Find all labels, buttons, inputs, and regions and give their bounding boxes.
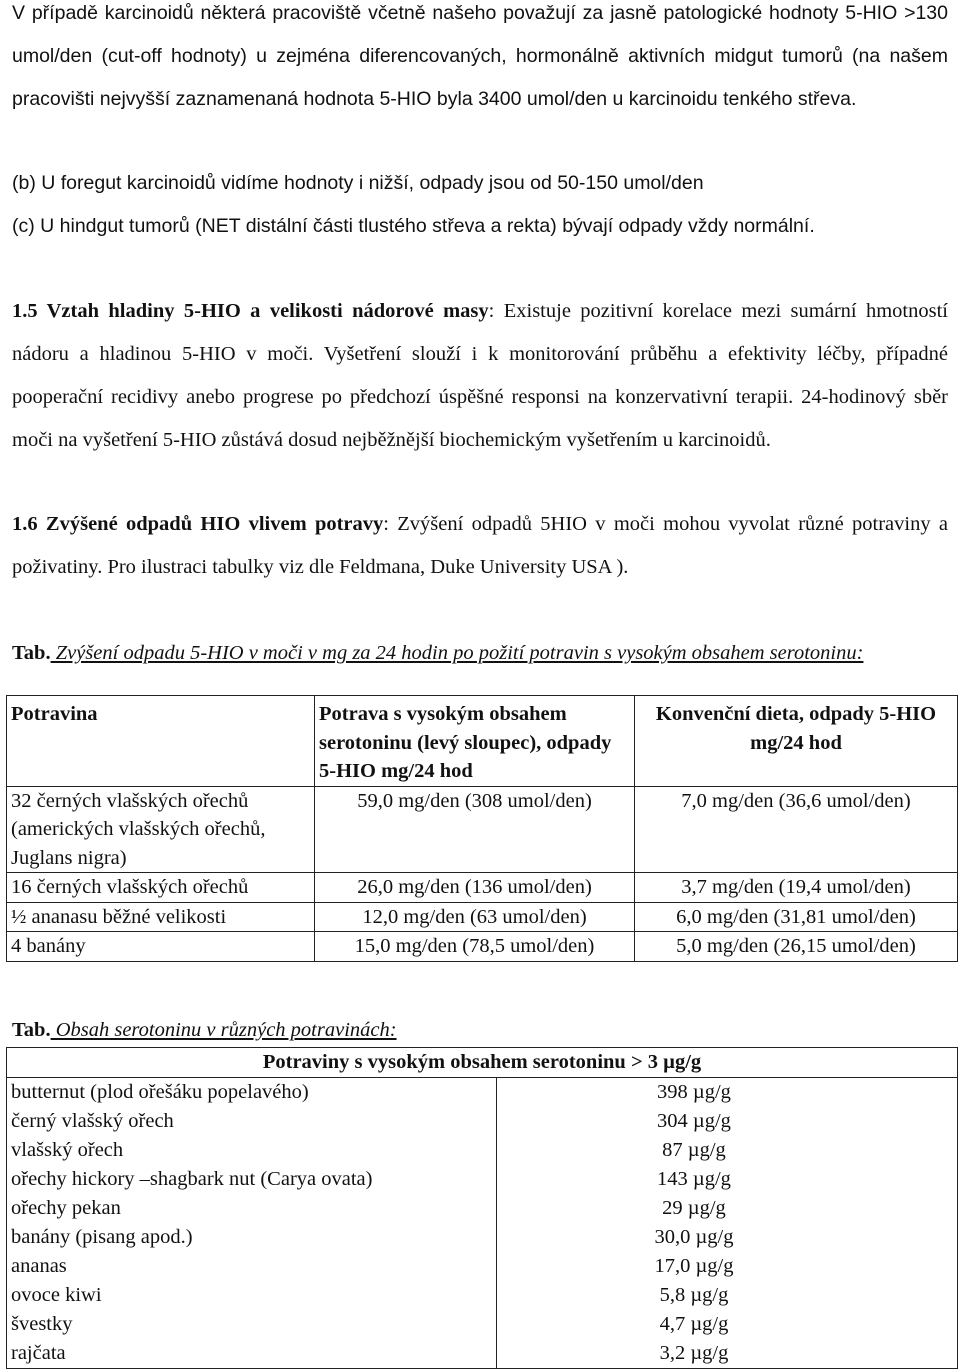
serotonin-value: 87 µg/g [497, 1136, 958, 1165]
section-1-5-heading: 1.5 Vztah hladiny 5-HIO a velikosti nádorové masy [12, 300, 489, 322]
table-cell: 15,0 mg/den (78,5 umol/den) [315, 932, 635, 962]
food-name: ovoce kiwi [7, 1281, 497, 1310]
serotonin-value: 4,7 µg/g [497, 1310, 958, 1339]
table1-caption-prefix: Tab. [12, 642, 51, 664]
table2-caption [12, 1016, 952, 1044]
table-cell: 6,0 mg/den (31,81 umol/den) [635, 902, 958, 932]
food-name: černý vlašský ořech [7, 1107, 497, 1136]
table-row [7, 1310, 958, 1339]
table-cell: 7,0 mg/den (36,6 umol/den) [635, 786, 958, 873]
table-row [7, 902, 958, 932]
table-header-cell: Potrava s vysokým obsahem serotoninu (levý sloupec), odpady 5-HIO mg/24 hod [315, 696, 635, 787]
table-cell: 12,0 mg/den (63 umol/den) [315, 902, 635, 932]
paragraph-foregut: (b) U foregut karcinoidů vidíme hodnoty i nižší, odpady jsou od 50-150 umol/den [12, 172, 704, 194]
table-cell: 16 černých vlašských ořechů [7, 873, 315, 903]
food-name: rajčata [7, 1339, 497, 1369]
table-cell: 26,0 mg/den (136 umol/den) [315, 873, 635, 903]
table-header-cell: Potraviny s vysokým obsahem serotoninu > 3 µg/g [7, 1048, 958, 1078]
food-name: butternut (plod ořešáku popelavého) [7, 1078, 497, 1108]
table-row [7, 1194, 958, 1223]
table-row [7, 1223, 958, 1252]
table-row [7, 932, 958, 962]
table-cell: 32 černých vlašských ořechů (amerických vlašských ořechů, Juglans nigra) [7, 786, 315, 873]
serotonin-value: 17,0 µg/g [497, 1252, 958, 1281]
section-1-6 [12, 503, 948, 589]
table-header-cell: Potravina [7, 696, 315, 787]
table-row [7, 1165, 958, 1194]
table-header-row [7, 1048, 958, 1078]
table-row [7, 873, 958, 903]
section-1-5 [12, 290, 948, 462]
table-cell: ½ ananasu běžné velikosti [7, 902, 315, 932]
food-name: ananas [7, 1252, 497, 1281]
section-1-6-text: : Zvýšení odpadů 5HIO v moči mohou vyvolat různé potraviny a poživatiny. Pro ilustraci tabulky viz dle Feldmana, Duke University USA ). [12, 513, 948, 578]
serotonin-value: 5,8 µg/g [497, 1281, 958, 1310]
table-cell: 59,0 mg/den (308 umol/den) [315, 786, 635, 873]
table-row [7, 1136, 958, 1165]
food-name: ořechy pekan [7, 1194, 497, 1223]
table-row [7, 1107, 958, 1136]
table-cell: 5,0 mg/den (26,15 umol/den) [635, 932, 958, 962]
serotonin-value: 3,2 µg/g [497, 1339, 958, 1369]
table2-caption-prefix: Tab. [12, 1019, 51, 1041]
table1-caption [12, 639, 952, 667]
paragraph-midgut: V případě karcinoidů některá pracoviště včetně našeho považují za jasně patologické hodnoty 5-HIO >130 umol/den (cut-off hodnoty) u zejména diferencovaných, hormonálně aktivních midgut tumorů (na našem pracovišti nejvyšší zaznamenaná hodnota 5-HIO byla 3400 umol/den u karcinoidu tenkého střeva. [12, 2, 948, 110]
serotonin-value: 304 µg/g [497, 1107, 958, 1136]
serotonin-value: 29 µg/g [497, 1194, 958, 1223]
table-row [7, 1281, 958, 1310]
paragraph-hindgut: (c) U hindgut tumorů (NET distální části tlustého střeva a rekta) bývají odpady vždy normální. [12, 215, 815, 237]
food-name: švestky [7, 1310, 497, 1339]
serotonin-content-table [6, 1047, 958, 1369]
table-row [7, 1078, 958, 1108]
serotonin-value: 143 µg/g [497, 1165, 958, 1194]
serotonin-value: 30,0 µg/g [497, 1223, 958, 1252]
section-1-5-text: : Existuje pozitivní korelace mezi sumární hmotností nádoru a hladinou 5-HIO v moči. Vyšetření slouží i k monitorování průběhu a efektivity léčby, případné pooperační recidivy anebo progrese po předchozí úspěšné responsi na konzervativní terapii. 24-hodinový sběr moči na vyšetření 5-HIO zůstává dosud nejběžnější biochemickým vyšetřením u karcinoidů. [12, 300, 948, 451]
serotonin-value: 398 µg/g [497, 1078, 958, 1108]
table-header-cell: Konvenční dieta, odpady 5-HIO mg/24 hod [635, 696, 958, 787]
food-name: banány (pisang apod.) [7, 1223, 497, 1252]
section-1-6-heading: 1.6 Zvýšené odpadů HIO vlivem potravy [12, 513, 384, 535]
table-row [7, 786, 958, 873]
table1-caption-text: Zvýšení odpadu 5-HIO v moči v mg za 24 hodin po požití potravin s vysokým obsahem serotoninu: [50, 642, 864, 664]
food-name: vlašský ořech [7, 1136, 497, 1165]
table-header-row [7, 696, 958, 787]
serotonin-excretion-table [6, 695, 958, 962]
table-cell: 4 banány [7, 932, 315, 962]
table-cell: 3,7 mg/den (19,4 umol/den) [635, 873, 958, 903]
table-row [7, 1339, 958, 1369]
food-name: ořechy hickory –shagbark nut (Carya ovata) [7, 1165, 497, 1194]
table2-caption-text: Obsah serotoninu v různých potravinách: [50, 1019, 397, 1041]
table-row [7, 1252, 958, 1281]
